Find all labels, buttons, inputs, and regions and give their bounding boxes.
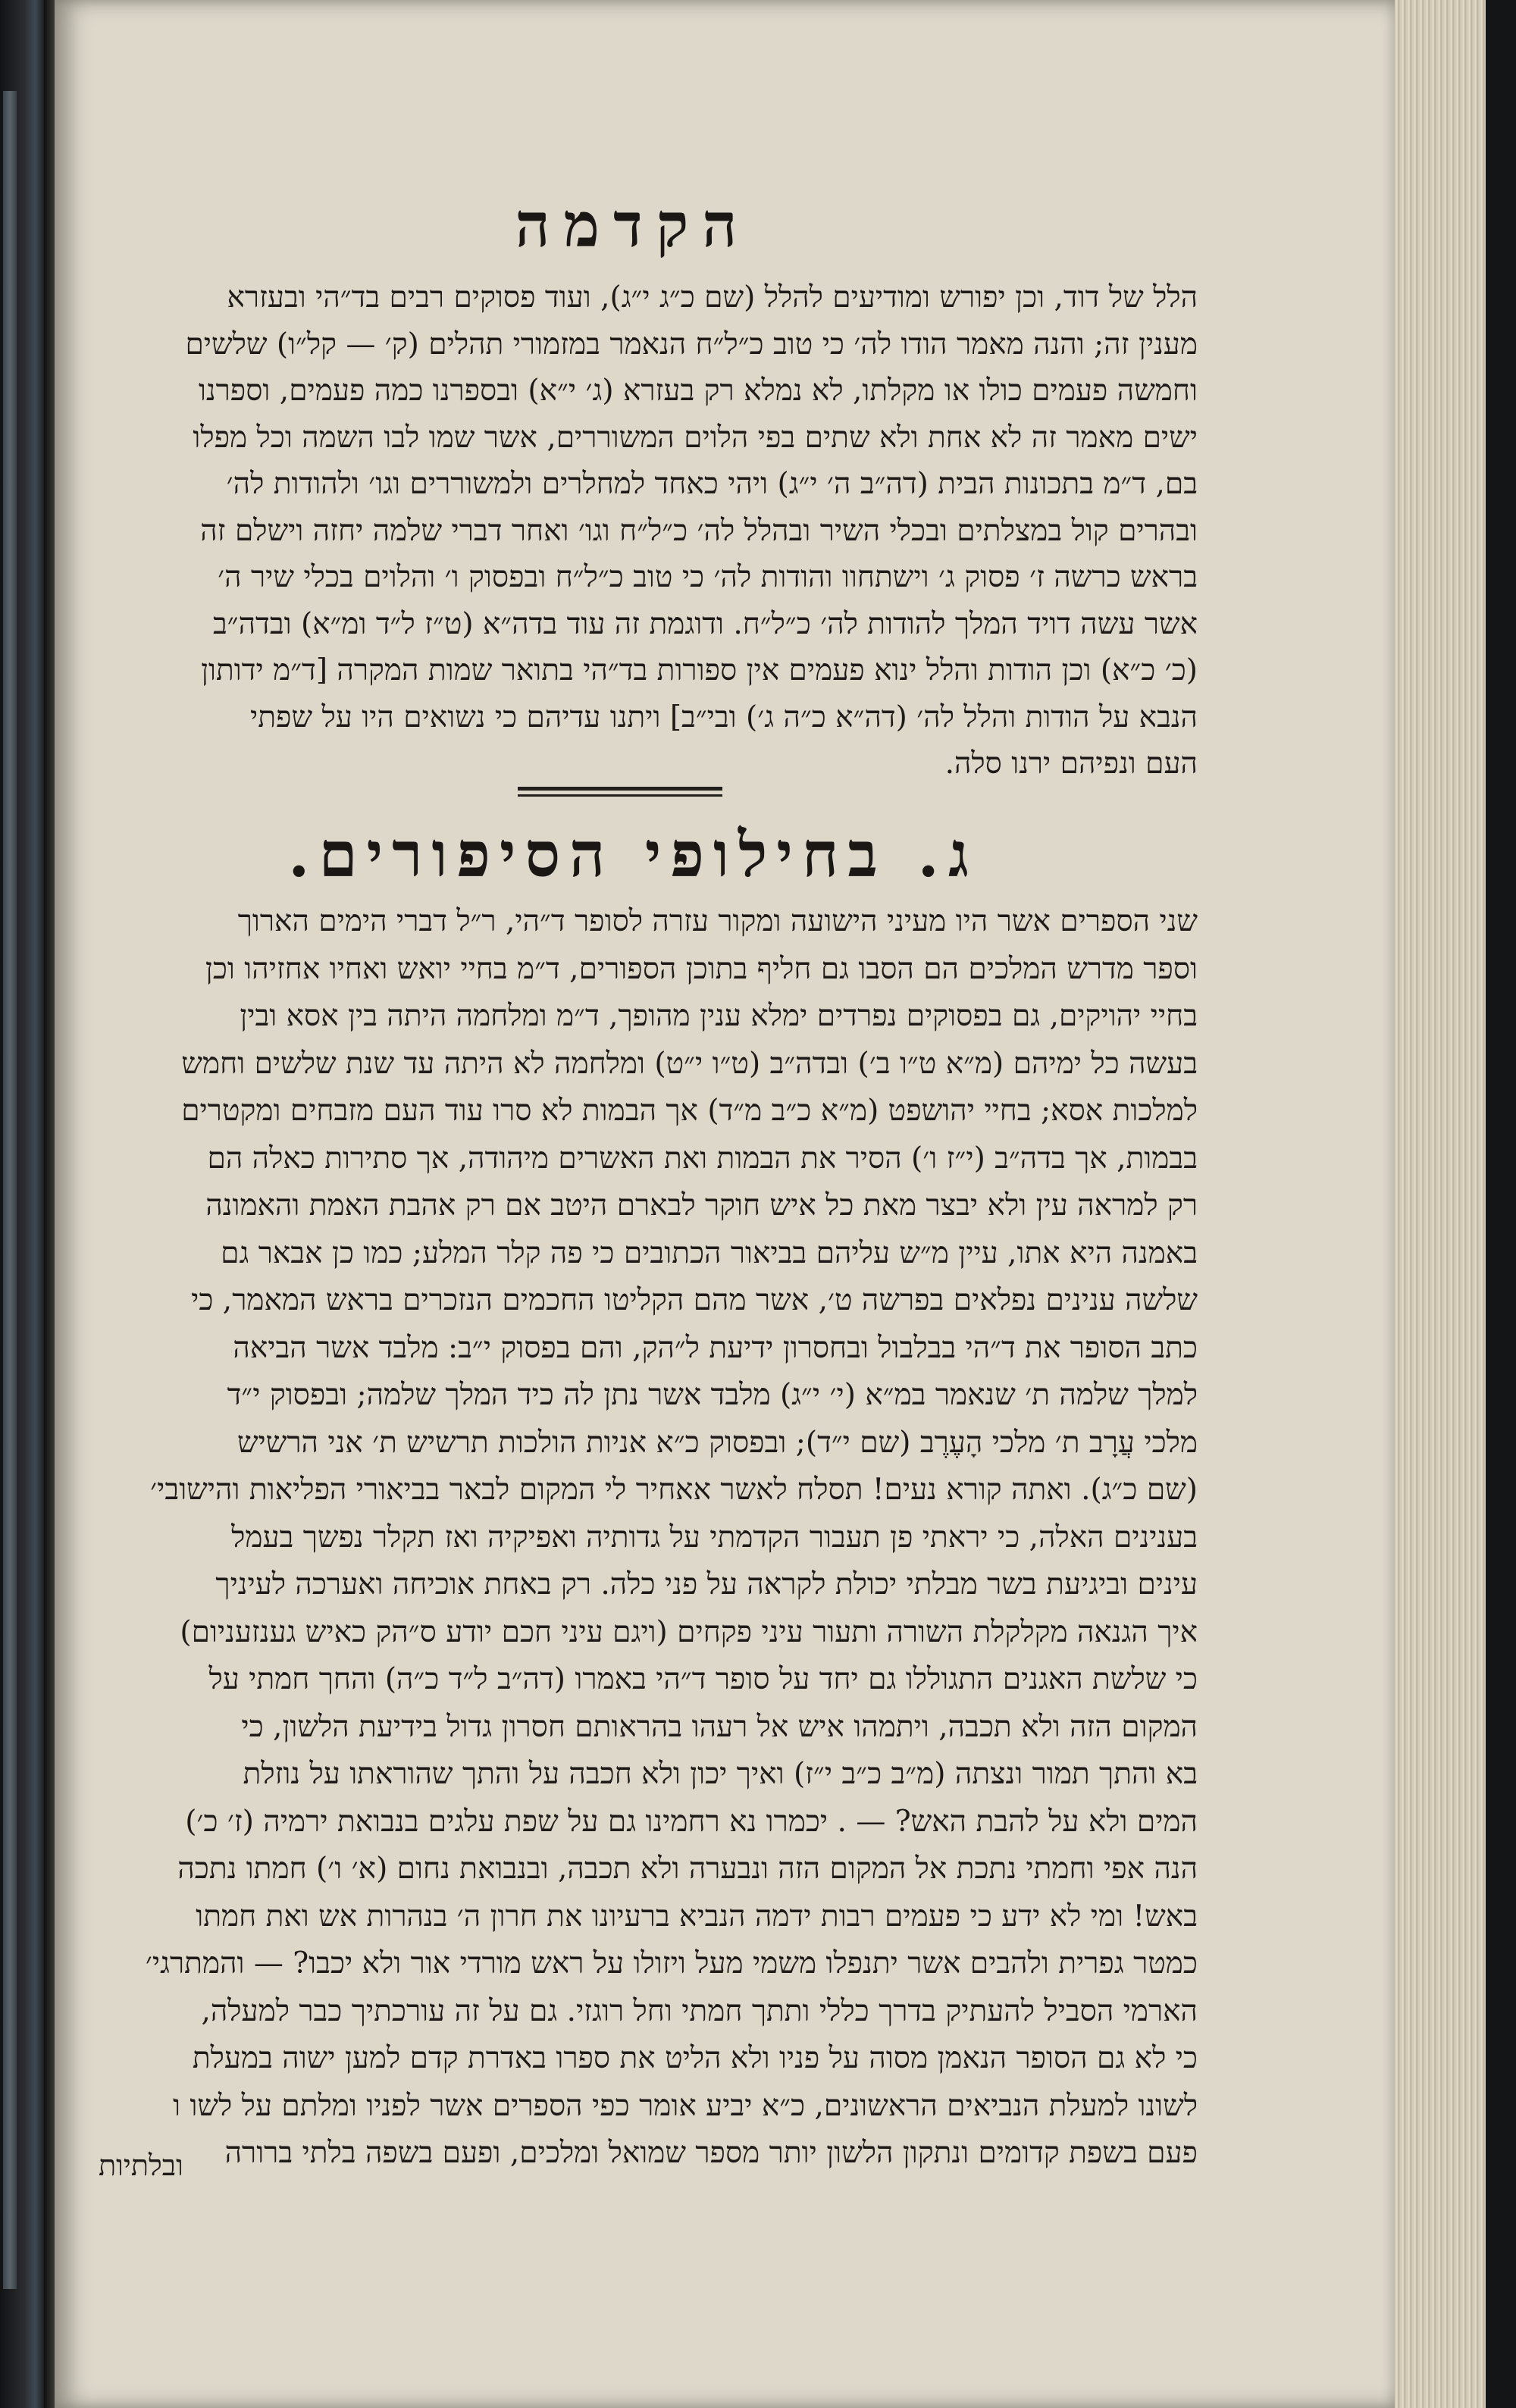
text-line: (כ׳ כ״א) וכן הודות והלל ינוא פעמים אין ספורות בד״הי בתואר שמות המקרה [ד״מ ידותון bbox=[201, 653, 1198, 687]
text-line: כי לא גם הסופר הנאמן מסוה על פניו ולא הליט את ספרו באדרת קדם למען ישוה במעלת bbox=[192, 2041, 1198, 2075]
intro-paragraph bbox=[68, 274, 1198, 788]
text-line: למלכות אסא; בחיי יהושפט (מ״א כ״ב מ״ד) אך הבמות לא סרו עוד העם מזבחים ומקטרים bbox=[181, 1094, 1198, 1128]
text-line: עינים וביגיעת בשר מבלתי יכולת לקראה על פני כלה. רק באחת אוכיחה ואערכה לעיניך bbox=[215, 1567, 1198, 1602]
text-line: אשר עשה דויד המלך להודות לה׳ כ״ל״ח. ודוגמת זה עוד בדה״א (ט״ז ל״ד ומ״א) ובדה״ב bbox=[213, 606, 1198, 641]
text-line: איך הגנאה מקלקלת השורה ותעור עיני פקחים (ויגם עיני חכם יודע ס״הק כאיש גענזעניום) bbox=[180, 1614, 1198, 1649]
text-line: למלך שלמה ת׳ שנאמר במ״א (י׳ י״ג) מלבד אשר נתן לה כיד המלך שלמה; ובפסוק י״ד bbox=[227, 1378, 1198, 1412]
text-line: באמנה היא אתו, עיין מ״ש עליהם בביאור הכתובים כי פה קלר המלע; כמו כן אבאר גם bbox=[221, 1235, 1198, 1270]
text-line: (שם כ״ג). ואתה קורא נעים! תסלח לאשר אאחיר לי המקום לבאר בביאורי הפליאות והישובי׳ bbox=[150, 1473, 1198, 1507]
text-line: כי שלשת האגנים התגוללו גם יחד על סופר ד״הי באמרו (דה״ב ל״ד כ״ה) והחך חמתי על bbox=[208, 1662, 1198, 1696]
gutter-shadow bbox=[44, 0, 55, 2408]
text-line: בעשה כל ימיהם (מ״א ט״ו ב׳) ובדה״ב (ט״ו י״ט) ומלחמה לא היתה עד שנת שלשים וחמש bbox=[181, 1046, 1198, 1081]
text-line: מענין זה; והנה מאמר הודו לה׳ כי טוב כ״ל״ח הנאמר במזמורי תהלים (ק׳ — קל״ו) שלשים bbox=[185, 327, 1198, 362]
text-line: כמטר גפרית ולהבים אשר יתנפלו משמי מעל ויזולו על ראש מורדי אור ולא יכבו? — והמתרגי׳ bbox=[145, 1946, 1198, 1981]
text-line: רק למראה עין ולא יבצר מאת כל איש חוקר לבארם היטב אם רק אהבת האמת והאמונה bbox=[205, 1188, 1198, 1223]
text-line: באש! ומי לא ידע כי פעמים רבות ידמה הנביא ברעיונו את חרון ה׳ בנהרות אש ואת חמתו bbox=[196, 1899, 1198, 1934]
text-line: הנבא על הודות והלל לה׳ (דה״א כ״ה ג׳) ובי״ב] ויתנו עדיהם כי נשואים היו על שפתי bbox=[250, 700, 1198, 734]
text-line: בם, ד״מ בתכונות הבית (דה״ב ה׳ י״ג) ויהי כאחד למחלרים ולמשוררים וגו׳ ולהודות לה׳ bbox=[226, 467, 1198, 501]
text-line: ישים מאמר זה לא אחת ולא שתים בפי הלוים המשוררים, אשר שמו לבו השמה וכל מפלו bbox=[193, 420, 1198, 455]
text-line: שני הספרים אשר היו מעיני הישועה ומקור עזרה לסופר ד״הי, ר״ל דברי הימים הארוך bbox=[237, 904, 1198, 938]
text-line: המים ולא על להבת האש? — . יכמרו נא רחמינו גם על שפת עלגים בנבואת ירמיה (ז׳ כ׳) bbox=[185, 1804, 1198, 1839]
text-line: הנה אפי וחמתי נתכת אל המקום הזה ונבערה ולא תכבה, ובנבואת נחום (א׳ ו׳) חמתו נתכה bbox=[177, 1852, 1198, 1886]
section-divider bbox=[518, 787, 722, 799]
text-line: בענינים האלה, כי יראתי פן תעבור הקדמתי על גדותיה ואפיקיה ואז תקלר נפשך בעמל bbox=[231, 1520, 1198, 1555]
text-line: ובהרים קול במצלתים ובכלי השיר ובהלל לה׳ כ״ל״ח וגו׳ ואחר דברי שלמה יחזה וישלם זה bbox=[200, 513, 1198, 548]
text-line: מלכי עֲרָב ת׳ מלכי הָעֶרֶב (שם י״ד); ובפסוק כ״א אניות הולכות תרשיש ת׳ אני הרשיש bbox=[236, 1425, 1198, 1460]
text-line: כתב הסופר את ד״הי בבלבול ובחסרון ידיעת ל״הק, והם בפסוק י״ב: מלבד אשר הביאה bbox=[233, 1330, 1198, 1365]
catchword: ובלתיות bbox=[99, 2149, 183, 2182]
text-line: הארמי הסביל להעתיק בדרך כללי ותתך חמתי וחל רוגזי. גם על זה עורכתיך כבר למעלה, bbox=[201, 1993, 1198, 2028]
page-stack-edges bbox=[1395, 0, 1486, 2408]
text-line: בבמות, אך בדה״ב (י״ז ו׳) הסיר את הבמות ואת האשרים מיהודה, אך סתירות כאלה הם bbox=[207, 1141, 1198, 1176]
text-line: וחמשה פעמים כולו או מקלתו, לא נמלא רק בעזרא (ג׳ י״א) ובספרנו כמה פעמים, וספרנו bbox=[198, 374, 1198, 408]
intro-heading: הקדמה bbox=[515, 189, 751, 261]
text-line: בחיי יהויקים, גם בפסוקים נפרדים ימלא ענין מהופך, ד״מ ומלחמה היתה בין אסא ובין bbox=[240, 999, 1198, 1033]
cover-binding bbox=[3, 91, 17, 2289]
text-line: פעם בשפת קדומים ונתקון הלשון יותר מספר שמואל ומלכים, ופעם בשפה בלתי ברורה bbox=[224, 2136, 1198, 2170]
section-heading: ג. בחילופי הסיפורים. bbox=[287, 819, 979, 891]
text-line: הלל של דוד, וכן יפורש ומודיעים להלל (שם כ״ג י״ג), ועוד פסוקים רבים בד״הי ובעזרא bbox=[227, 280, 1198, 315]
text-line: העם ונפיהם ירנו סלה. bbox=[944, 747, 1198, 781]
divider-rule-thin bbox=[518, 794, 722, 797]
text-line: בא והתך תמור ונצתה (מ״ב כ״ב י״ז) ואיך יכון ולא חכבה על והתך שהוראתו על נוזלת bbox=[243, 1757, 1198, 1791]
section-paragraph bbox=[68, 898, 1198, 2178]
text-line: לשונו למעלת הנביאים הראשונים, כ״א יביע אומר כפי הספרים אשר לפניו ומלתם על לשו ו bbox=[173, 2088, 1198, 2123]
text-line: המקום הזה ולא תכבה, ויתמהו איש אל רעהו בהראותם חסרון גדול בידיעת הלשון, כי bbox=[241, 1709, 1198, 1744]
text-line: שלשה ענינים נפלאים בפרשה ט׳, אשר מהם הקליטו החכמים הנזכרים בראש המאמר, כי bbox=[191, 1283, 1198, 1317]
text-line: בראש כרשה ז׳ פסוק ג׳ וישתחוו והודות לה׳ כי טוב כ״ל״ח ובפסוק ו׳ והלוים בכלי שיר ה׳ bbox=[218, 560, 1198, 594]
divider-rule-thick bbox=[518, 787, 722, 791]
text-line: וספר מדרש המלכים הם הסבו גם חליף בתוכן הספורים, ד״מ בחיי יואש ואחיו אחזיהו וכן bbox=[205, 951, 1198, 986]
book-cover-edge bbox=[0, 0, 44, 2408]
